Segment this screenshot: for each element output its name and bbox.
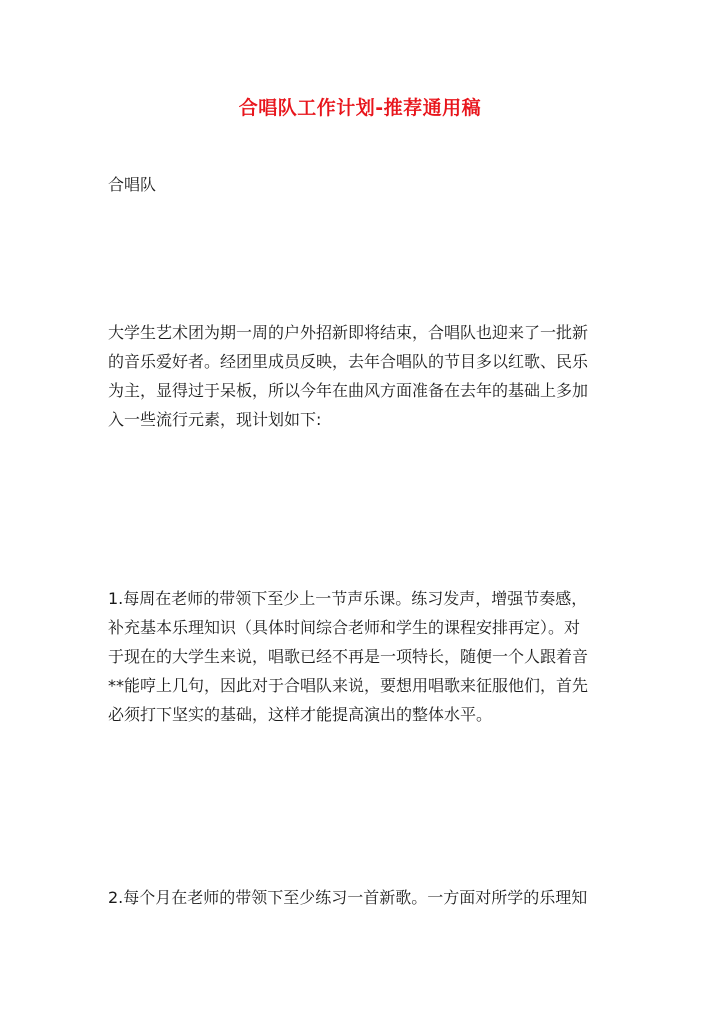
paragraph-line: 必须打下坚实的基础，这样才能提高演出的整体水平。: [108, 705, 493, 724]
paragraph-line: 2.每个月在老师的带领下至少练习一首新歌。一方面对所学的乐理知: [108, 888, 588, 907]
paragraph-item-1: [108, 584, 628, 729]
document-subtitle: 合唱队: [108, 175, 157, 194]
paragraph-line: 入一些流行元素，现计划如下:: [108, 410, 322, 429]
paragraph-item-2: [108, 883, 628, 912]
paragraph-line: 的音乐爱好者。经团里成员反映，去年合唱队的节目多以红歌、民乐: [108, 352, 589, 371]
paragraph-line: 为主，显得过于呆板，所以今年在曲风方面准备在去年的基础上多加: [108, 381, 589, 400]
paragraph-intro: [108, 318, 628, 434]
paragraph-line: **能哼上几句，因此对于合唱队来说，要想用唱歌来征服他们，首先: [108, 676, 589, 695]
paragraph-line: 1.每周在老师的带领下至少上一节声乐课。练习发声，增强节奏感，: [108, 589, 588, 608]
paragraph-line: 补充基本乐理知识（具体时间综合老师和学生的课程安排再定）。对: [108, 618, 581, 637]
document-title: 合唱队工作计划-推荐通用稿: [238, 97, 482, 119]
paragraph-line: 大学生艺术团为期一周的户外招新即将结束，合唱队也迎来了一批新: [108, 323, 589, 342]
paragraph-line: 于现在的大学生来说，唱歌已经不再是一项特长，随便一个人跟着音: [108, 647, 589, 666]
